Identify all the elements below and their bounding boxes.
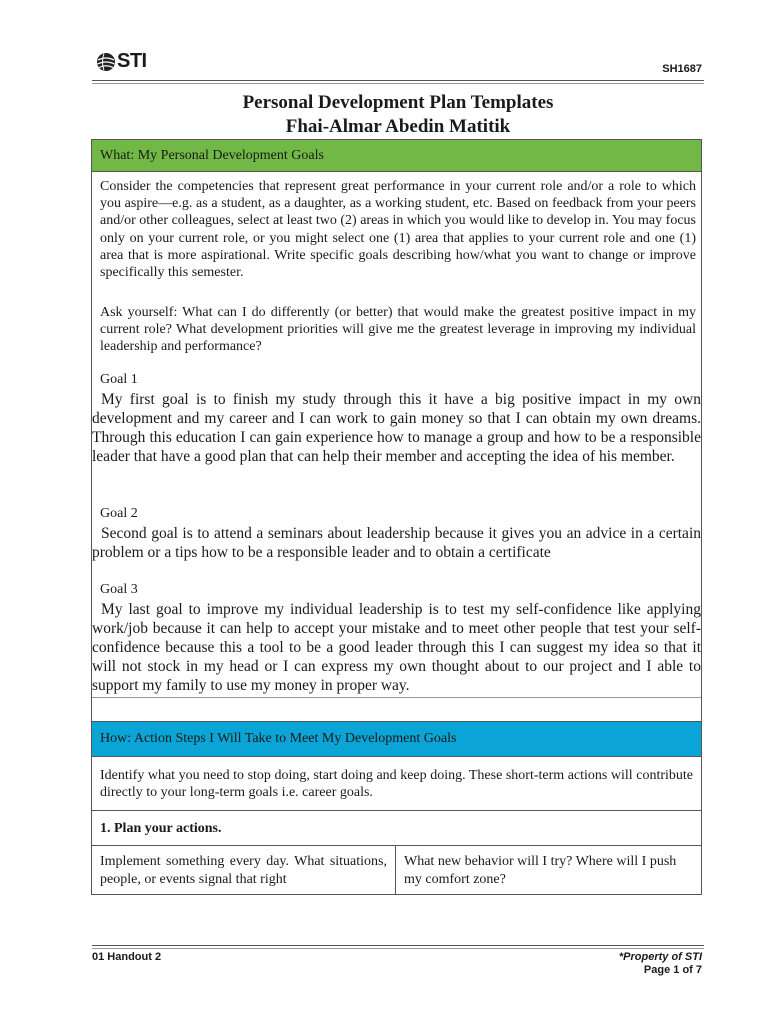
footer-divider-secondary	[92, 948, 704, 949]
what-section-heading: What: My Personal Development Goals	[100, 148, 324, 163]
goal-3-label: Goal 3	[100, 582, 138, 597]
footer-divider	[92, 945, 704, 946]
what-section-header	[91, 139, 702, 172]
plan-left-cell: Implement something every day. What situations, people, or events signal that right	[92, 846, 396, 894]
how-section-heading: How: Action Steps I Will Take to Meet My Development Goals	[100, 731, 457, 746]
property-label: *Property of STI	[618, 951, 702, 963]
page-number: Page 1 of 7	[643, 964, 702, 976]
header-divider-secondary	[92, 83, 704, 84]
document-code: SH1687	[662, 63, 702, 75]
globe-icon	[96, 52, 116, 72]
how-section-header	[91, 721, 702, 757]
plan-table-row	[91, 845, 702, 895]
page-title: Personal Development Plan Templates	[242, 92, 554, 113]
how-intro-text: Identify what you need to stop doing, start doing and keep doing. These short-term actions will contribute directly to your long-term goals i.e. career goals.	[100, 768, 693, 801]
plan-right-cell: What new behavior will I try? Where will I push my comfort zone?	[404, 854, 677, 887]
goal-1-label: Goal 1	[100, 372, 138, 387]
goal-3-text: My last goal to improve my individual leadership is to test my self-confidence like applying work/job because it can help to accept your mistake and to meet other people that test your self-confidence because this a tool to be a good leader through this I can suggest my idea so that it will not stock in my head or I can express my own thought about to our project and I able to support my family to use my money in proper way.	[92, 601, 701, 694]
sti-logo	[96, 50, 147, 73]
content-divider	[92, 697, 701, 698]
logo-text: STI	[117, 50, 147, 72]
page-subtitle: Fhai-Almar Abedin Matitik	[285, 116, 511, 137]
what-section-content	[91, 171, 702, 722]
plan-actions-row	[91, 810, 702, 846]
plan-actions-label: 1. Plan your actions.	[100, 821, 222, 836]
handout-label: 01 Handout 2	[92, 951, 162, 963]
how-section-intro	[91, 756, 702, 811]
goal-2-text: Second goal is to attend a seminars about leadership because it gives you an advice in a certain problem or a tips how to be a responsible leader and to obtain a certificate	[92, 525, 701, 561]
what-intro-text: Consider the competencies that represent great performance in your current role and/or a role to which you aspire—e.g. as a student, as a daughter, as a working student, etc. Based on feedback from your peers and/or other colleagues, select at least two (2) areas in which you would like to develop in. You may focus only on your current role, or you might select one (1) area that applies to your current role and one (1) area that is more aspirational. Write specific goals describing how/what you want to change or improve specifically this semester.	[100, 179, 696, 281]
goal-1-text: My first goal is to finish my study through this it have a big positive impact in my own development and my career and I can work to gain money so that I can obtain my own dreams. Through this education I can gain experience how to manage a group and how to be a responsible leader that have a good plan that can help their member and accepting the idea of his member.	[92, 391, 701, 465]
ask-yourself-text: Ask yourself: What can I do differently (or better) that would make the greatest positive impact in my current role? What development priorities will give me the greatest leverage in improving my individual leadership and performance?	[100, 305, 696, 355]
goal-2-label: Goal 2	[100, 506, 138, 521]
header-divider	[92, 80, 704, 81]
